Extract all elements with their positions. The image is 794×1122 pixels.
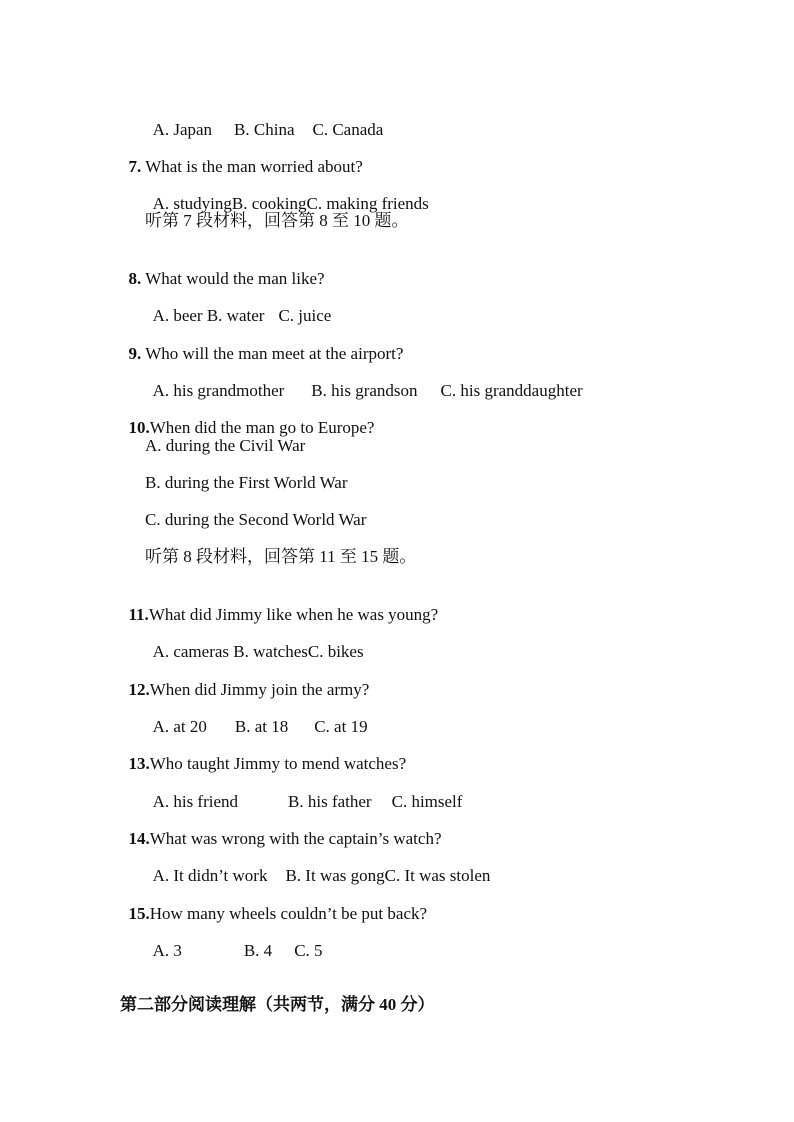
option-c: C. himself: [391, 792, 463, 811]
option-b: B. China: [234, 120, 295, 139]
option-c: C. 5: [294, 941, 323, 960]
option-c: C. making friends: [306, 194, 429, 213]
question-text: What did Jimmy like when he was young?: [148, 605, 439, 624]
options-row-q11: [145, 622, 364, 662]
question-number: 10.: [128, 418, 150, 437]
question-text: When did Jimmy join the army?: [149, 680, 370, 699]
question-number: 12.: [128, 680, 150, 699]
question-9: [120, 324, 403, 364]
options-row-q8: [145, 286, 331, 326]
question-number: 11.: [128, 605, 149, 624]
option-b: B. his grandson: [311, 381, 418, 400]
instruction-passage-8: 听第 8 段材料，回答第 11 至 15 题。: [145, 547, 417, 566]
option-b: B. cooking: [231, 194, 307, 213]
option-b: B. watches: [233, 642, 308, 661]
question-15: [120, 884, 427, 924]
options-row-q15: [145, 921, 323, 961]
question-text: What was wrong with the captain’s watch?: [149, 829, 442, 848]
option-a: A. his friend: [152, 792, 239, 811]
option-c: C. It was stolen: [384, 866, 491, 885]
instruction-passage-7: 听第 7 段材料，回答第 8 至 10 题。: [145, 211, 409, 230]
question-text: What is the man worried about?: [145, 157, 363, 176]
option-c: C. at 19: [314, 717, 368, 736]
question-text: What would the man like?: [145, 269, 325, 288]
option-a: A. beer: [152, 306, 203, 325]
question-text: How many wheels couldn’t be put back?: [149, 904, 428, 923]
options-row-q6: [145, 100, 383, 140]
options-row-q7: [145, 174, 429, 214]
question-number: 8.: [128, 269, 142, 288]
question-7: [120, 137, 363, 177]
question-14: [120, 809, 442, 849]
question-text: Who taught Jimmy to mend watches?: [149, 754, 407, 773]
question-8: [120, 249, 325, 289]
question-13: [120, 734, 406, 774]
option-b: B. 4: [243, 941, 273, 960]
question-12: [120, 660, 369, 700]
option-c: C. juice: [278, 306, 332, 325]
option-a: A. studying: [152, 194, 232, 213]
question-number: 14.: [128, 829, 150, 848]
question-number: 9.: [128, 344, 142, 363]
options-row-q14: [145, 846, 490, 886]
option-b: B. water: [206, 306, 265, 325]
option-b: B. his father: [288, 792, 372, 811]
option-a: A. his grandmother: [152, 381, 285, 400]
option-a: A. Japan: [152, 120, 213, 139]
option-c: C. Canada: [312, 120, 384, 139]
question-10: [120, 398, 374, 438]
option-b-q10: B. during the First World War: [145, 473, 348, 492]
question-11: [120, 585, 438, 625]
option-c-q10: C. during the Second World War: [145, 510, 367, 529]
question-text: Who will the man meet at the airport?: [145, 344, 404, 363]
section-heading-part2: 第二部分阅读理解（共两节，满分 40 分）: [120, 995, 435, 1014]
question-text: When did the man go to Europe?: [149, 418, 375, 437]
options-row-q13: [145, 772, 462, 812]
option-a: A. 3: [152, 941, 182, 960]
option-b: B. at 18: [234, 717, 289, 736]
question-number: 7.: [128, 157, 142, 176]
options-row-q9: [145, 361, 583, 401]
question-number: 13.: [128, 754, 150, 773]
option-a: A. cameras: [152, 642, 230, 661]
option-c: C. bikes: [307, 642, 364, 661]
option-c: C. his granddaughter: [440, 381, 583, 400]
question-number: 15.: [128, 904, 150, 923]
option-a: A. It didn’t work: [152, 866, 268, 885]
options-row-q12: [145, 697, 368, 737]
option-a-q10: A. during the Civil War: [145, 436, 306, 455]
option-a: A. at 20: [152, 717, 207, 736]
option-b: B. It was gong: [285, 866, 385, 885]
